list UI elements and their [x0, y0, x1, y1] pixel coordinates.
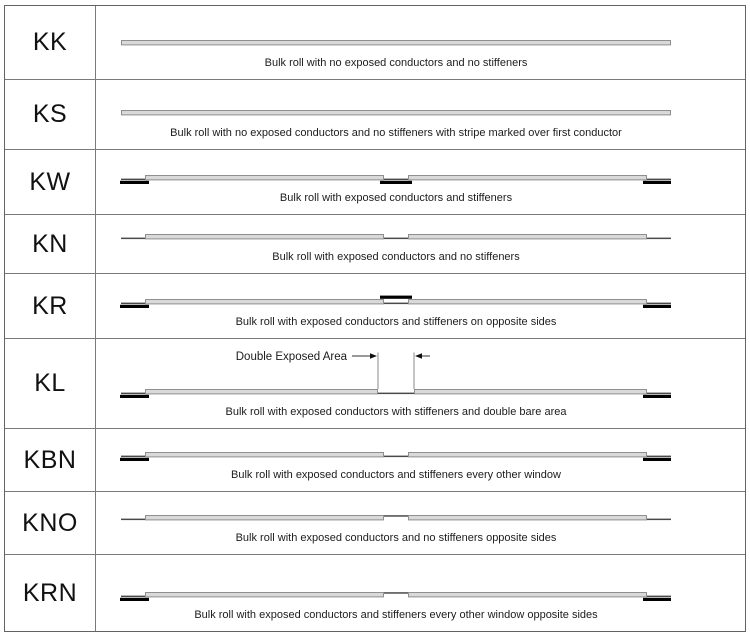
- row-code: KN: [5, 215, 96, 273]
- row-diagram-cell: [96, 555, 745, 631]
- row-caption: Bulk roll with no exposed conductors and no stiffeners with stripe marked over first conductor: [170, 127, 622, 139]
- row-code: KRN: [5, 555, 96, 631]
- table-row: [5, 274, 745, 339]
- row-diagram-cell: [96, 429, 745, 491]
- row-code: KBN: [5, 429, 96, 491]
- row-code: KNO: [5, 492, 96, 554]
- row-caption: Bulk roll with exposed conductors and stiffeners: [279, 192, 513, 204]
- cable-diagram: [120, 509, 672, 527]
- row-code: KR: [5, 274, 96, 338]
- cable-diagram: [120, 169, 672, 187]
- table-row: [5, 80, 745, 150]
- table-row: [5, 555, 745, 631]
- row-code: KS: [5, 80, 96, 149]
- row-caption: Bulk roll with exposed conductors and no stiffeners opposite sides: [235, 532, 557, 544]
- table-row: [5, 429, 745, 492]
- double-exposed-area-label: Double Exposed Area: [235, 351, 347, 363]
- row-diagram-cell: [96, 492, 745, 554]
- row-diagram-cell: [96, 215, 745, 273]
- cable-diagram: [120, 104, 672, 122]
- row-code: KK: [5, 6, 96, 79]
- row-diagram-cell: [96, 274, 745, 338]
- row-diagram-cell: [96, 150, 745, 214]
- row-caption: Bulk roll with exposed conductors and no stiffeners: [272, 251, 520, 263]
- row-diagram-cell: [96, 80, 745, 149]
- table-row: [5, 6, 745, 80]
- cable-diagram: [120, 586, 672, 604]
- cable-diagram-with-callout: [120, 349, 672, 401]
- table-row: [5, 492, 745, 555]
- row-caption: Bulk roll with no exposed conductors and no stiffeners: [264, 57, 528, 69]
- table-row: [5, 339, 745, 429]
- table-row: [5, 150, 745, 215]
- cable-diagram: [120, 446, 672, 464]
- cable-diagram: [120, 34, 672, 52]
- row-code: KW: [5, 150, 96, 214]
- table-row: [5, 215, 745, 274]
- spec-table: [4, 5, 746, 632]
- row-code: KL: [5, 339, 96, 428]
- row-diagram-cell: [96, 6, 745, 79]
- row-caption: Bulk roll with exposed conductors with stiffeners and double bare area: [225, 406, 567, 418]
- row-diagram-cell: [96, 339, 745, 428]
- row-caption: Bulk roll with exposed conductors and stiffeners every other window: [231, 469, 561, 481]
- cable-diagram: [120, 293, 672, 311]
- cable-diagram: [120, 228, 672, 246]
- row-caption: Bulk roll with exposed conductors and stiffeners every other window opposite sides: [194, 609, 598, 621]
- row-caption: Bulk roll with exposed conductors and stiffeners on opposite sides: [235, 316, 557, 328]
